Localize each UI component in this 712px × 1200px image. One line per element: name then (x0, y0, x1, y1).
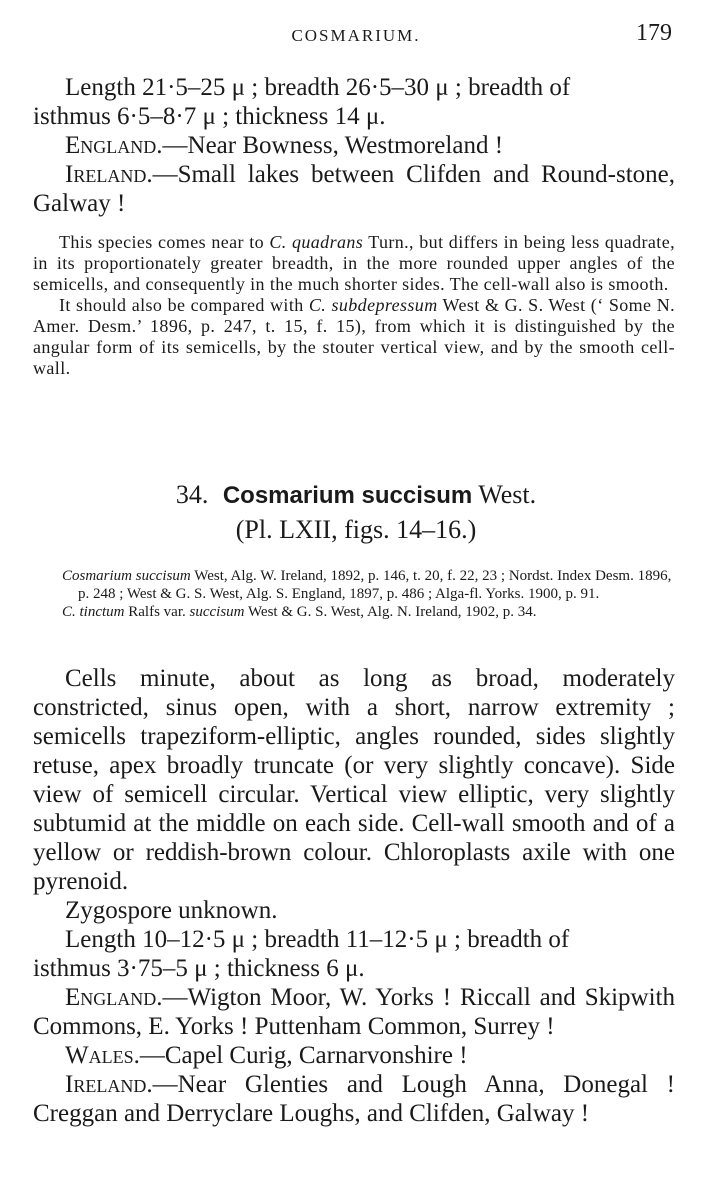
notes-block (33, 232, 675, 379)
zygospore-note: Zygospore unknown. (65, 897, 278, 924)
page-number: 179 (636, 20, 672, 46)
synonym-entry-2: C. tinctum Ralfs var. succisum West & G. S. West, Alg. N. Ireland, 1902, p. 34. (62, 604, 537, 620)
taxon-name: C. subdepressum (308, 295, 438, 315)
ireland-text: —Near Glenties and Lough Anna, Donegal ! Creggan and Derryclare Loughs, and Clifden, Galway ! (33, 1071, 675, 1127)
synonymy-block (62, 567, 674, 621)
england-label: England. (65, 984, 163, 1011)
ireland-text: —Small lakes between Clifden and Round-stone, Galway ! (33, 161, 675, 217)
running-title: COSMARIUM. (291, 26, 421, 45)
prev-species-block (33, 73, 675, 218)
note-paragraph-2: It should also be compared with C. subdepressum West & G. S. West (‘ Some N. Amer. Desm.’ 1896, p. 247, t. 15, f. 15), from which it is distinguished by the angular form of its semicells, by the stouter vertical view, and by the smooth cell-wall. (33, 295, 676, 378)
england-label: England. (65, 132, 163, 159)
taxon-name: C. quadrans (269, 232, 364, 252)
synonym-entry-1: Cosmarium succisum West, Alg. W. Ireland, 1892, p. 146, t. 20, f. 22, 23 ; Nordst. Index Desm. 1896, p. 248 ; West & G. S. West, Alg. S. England, 1897, p. 486 ; Alga-fl. Yorks. 1900, p. 91. (62, 568, 672, 602)
measurements-line-2: isthmus 3·75–5 μ ; thickness 6 μ. (33, 955, 365, 982)
measurements-line-1: Length 10–12·5 μ ; breadth 11–12·5 μ ; breadth of (65, 926, 570, 953)
species-name: Cosmarium succisum (222, 482, 473, 509)
wales-localities (33, 1041, 675, 1070)
species-number: 34. (175, 480, 209, 509)
running-head (0, 18, 712, 52)
description-paragraph: Cells minute, about as long as broad, moderately constricted, sinus open, with a short, narrow extremity ; semicells trapeziform-elliptic, angles rounded, sides slightly retuse, apex broadly truncate (or very slightly concave). Side view of semicell circular. Vertical view elliptic, very slightly subtumid at the middle on each side. Cell-wall smooth and of a yellow or reddish-brown colour. Chloroplasts axile with one pyrenoid. (33, 665, 675, 895)
ireland-localities (33, 1070, 675, 1128)
england-localities (33, 983, 675, 1041)
wales-label: Wales. (65, 1042, 140, 1069)
ireland-label: Ireland. (65, 1071, 153, 1098)
prev-measurements-line-2: isthmus 6·5–8·7 μ ; thickness 14 μ. (33, 103, 386, 130)
england-text: —Near Bowness, Westmoreland ! (162, 132, 504, 159)
prev-ireland-locality (33, 160, 675, 218)
species-author: West. (478, 480, 537, 509)
species-heading (0, 480, 712, 510)
wales-text: —Capel Curig, Carnarvonshire ! (139, 1042, 468, 1069)
prev-measurements-line-1: Length 21·5–25 μ ; breadth 26·5–30 μ ; breadth of (65, 74, 571, 101)
plate-reference: (Pl. LXII, figs. 14–16.) (235, 515, 477, 544)
description-block (33, 664, 675, 1128)
note-paragraph-1: This species comes near to C. quadrans Turn., but differs in being less quadrate, in its proportionately greater breadth, in the more rounded upper angles of the semicells, and consequently in the much shorter sides. The cell-wall also is smooth. (33, 232, 675, 294)
ireland-label: Ireland. (65, 161, 153, 188)
england-text: —Wigton Moor, W. Yorks ! Riccall and Skipwith Commons, E. Yorks ! Puttenham Common, Surrey ! (33, 984, 675, 1040)
prev-england-locality (33, 131, 675, 160)
